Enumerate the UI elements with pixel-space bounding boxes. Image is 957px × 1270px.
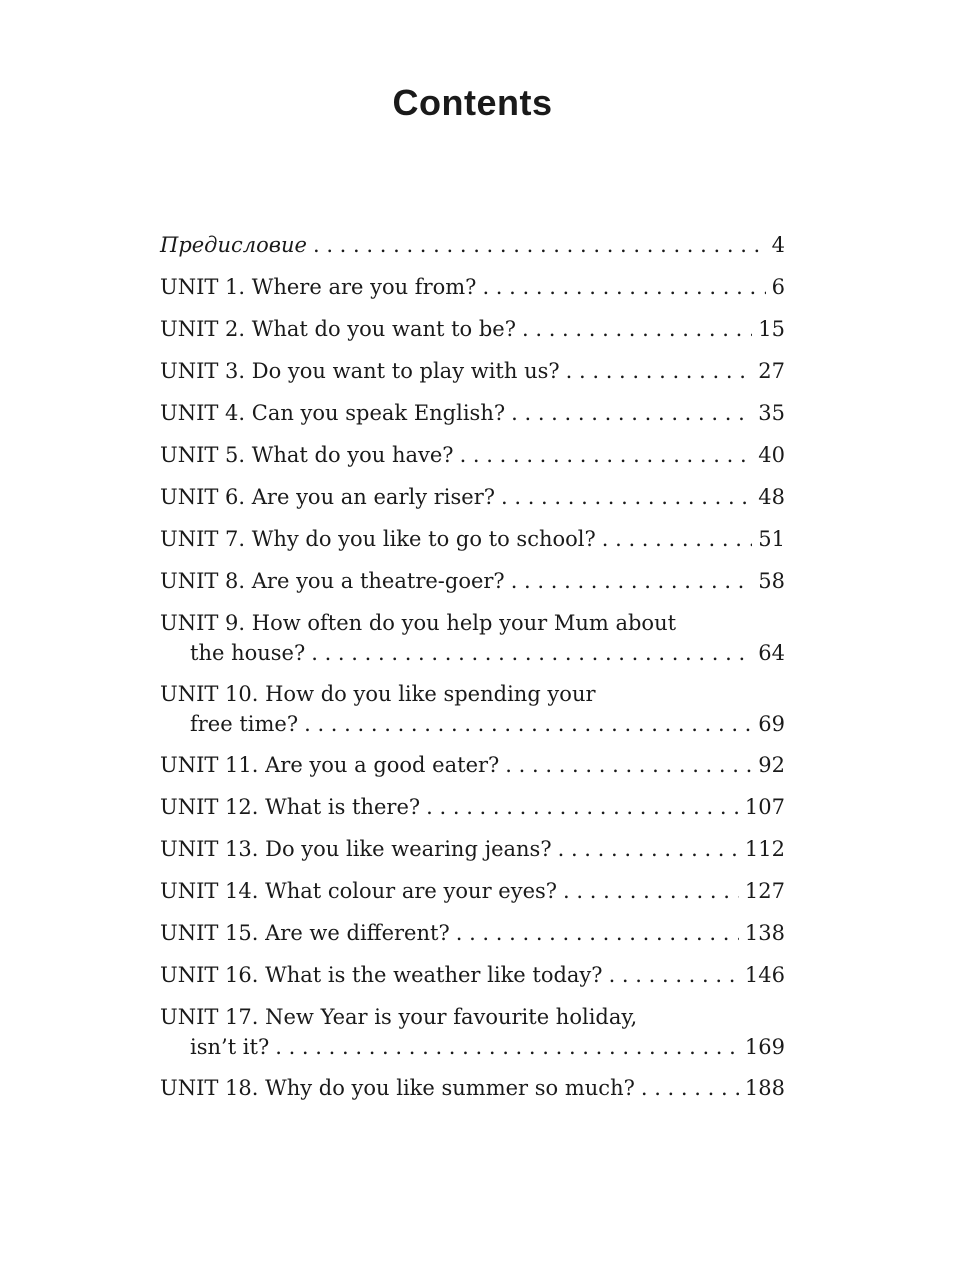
- dot-leader: [311, 638, 752, 668]
- toc-entry-line: [160, 960, 785, 990]
- toc-page-number: 15: [758, 317, 785, 341]
- toc-entry-title: UNIT 12. What is there?: [160, 795, 421, 819]
- toc-entry: [160, 356, 785, 386]
- dot-leader: [482, 272, 765, 302]
- toc-entry-title: the house?: [190, 641, 306, 665]
- table-of-contents: [160, 230, 785, 1115]
- toc-page-number: 107: [744, 795, 785, 819]
- toc-entry: [160, 524, 785, 554]
- toc-page-number: 27: [758, 359, 785, 383]
- toc-entry: [160, 440, 785, 470]
- toc-entry: [160, 482, 785, 512]
- dot-leader: [275, 1032, 739, 1062]
- toc-entry-title: isn’t it?: [190, 1035, 270, 1059]
- toc-page-number: 127: [744, 879, 785, 903]
- toc-entry: [160, 608, 785, 668]
- toc-entry: [160, 398, 785, 428]
- toc-entry-title: UNIT 18. Why do you like summer so much?: [160, 1076, 635, 1100]
- dot-leader: [505, 750, 752, 780]
- toc-page-number: 40: [758, 443, 785, 467]
- dot-leader: [456, 918, 739, 948]
- toc-entry-title: UNIT 4. Can you speak English?: [160, 401, 506, 425]
- toc-page-number: 138: [744, 921, 785, 945]
- page-title: Contents: [392, 82, 553, 123]
- toc-entry-line: [160, 876, 785, 906]
- dot-leader: [522, 314, 752, 344]
- toc-page-number: 58: [758, 569, 785, 593]
- toc-entry-title: UNIT 15. Are we different?: [160, 921, 450, 945]
- toc-entry-title: UNIT 11. Are you a good eater?: [160, 753, 500, 777]
- toc-entry-title: UNIT 8. Are you a theatre-goer?: [160, 569, 505, 593]
- toc-page-number: 188: [744, 1076, 785, 1100]
- toc-entry: [160, 314, 785, 344]
- toc-entry-line: [160, 918, 785, 948]
- toc-entry-title: UNIT 2. What do you want to be?: [160, 317, 516, 341]
- toc-page-number: 6: [771, 275, 785, 299]
- toc-page-number: 48: [758, 485, 785, 509]
- toc-page-number: 169: [744, 1035, 785, 1059]
- toc-entry: [160, 918, 785, 948]
- dot-leader: [501, 482, 752, 512]
- toc-entry-line: [160, 1073, 785, 1103]
- toc-entry-line: [160, 356, 785, 386]
- toc-entry-title: UNIT 7. Why do you like to go to school?: [160, 527, 596, 551]
- toc-entry-title: UNIT 9. How often do you help your Mum about: [160, 611, 677, 635]
- toc-entry-continuation-line: [160, 709, 785, 739]
- toc-entry: [160, 1073, 785, 1103]
- toc-entry-title: UNIT 5. What do you have?: [160, 443, 454, 467]
- toc-entry: [160, 1002, 785, 1062]
- toc-entry-line: [160, 272, 785, 302]
- toc-entry-title: UNIT 17. New Year is your favourite holiday,: [160, 1005, 638, 1029]
- toc-entry: [160, 230, 785, 260]
- toc-page-number: 69: [758, 712, 785, 736]
- toc-page-number: 146: [744, 963, 785, 987]
- dot-leader: [558, 834, 739, 864]
- toc-entry: [160, 792, 785, 822]
- toc-entry-line: [160, 679, 785, 709]
- toc-entry-line: [160, 834, 785, 864]
- toc-entry: [160, 679, 785, 739]
- toc-entry: [160, 566, 785, 596]
- toc-entry-line: [160, 792, 785, 822]
- dot-leader: [609, 960, 739, 990]
- toc-entry: [160, 876, 785, 906]
- dot-leader: [602, 524, 753, 554]
- toc-entry-line: [160, 230, 785, 260]
- toc-entry-line: [160, 398, 785, 428]
- toc-entry-line: [160, 566, 785, 596]
- dot-leader: [563, 876, 739, 906]
- toc-entry-title: UNIT 6. Are you an early riser?: [160, 485, 495, 509]
- toc-entry-title: UNIT 3. Do you want to play with us?: [160, 359, 560, 383]
- toc-entry-title: UNIT 10. How do you like spending your: [160, 682, 596, 706]
- toc-page-number: 35: [758, 401, 785, 425]
- toc-entry-continuation-line: [160, 1032, 785, 1062]
- toc-page-number: 92: [758, 753, 785, 777]
- toc-page-number: 64: [758, 641, 785, 665]
- toc-entry-line: [160, 1002, 785, 1032]
- toc-entry: [160, 960, 785, 990]
- toc-entry-title: Предисловие: [160, 233, 307, 257]
- toc-entry-title: UNIT 13. Do you like wearing jeans?: [160, 837, 552, 861]
- toc-entry-title: UNIT 14. What colour are your eyes?: [160, 879, 558, 903]
- toc-entry-line: [160, 440, 785, 470]
- toc-entry-line: [160, 524, 785, 554]
- toc-entry-title: UNIT 1. Where are you from?: [160, 275, 477, 299]
- toc-page-number: 51: [758, 527, 785, 551]
- dot-leader: [313, 230, 766, 260]
- toc-entry-line: [160, 750, 785, 780]
- dot-leader: [511, 398, 752, 428]
- toc-page-number: 4: [771, 233, 785, 257]
- toc-entry: [160, 750, 785, 780]
- toc-entry: [160, 834, 785, 864]
- toc-entry-line: [160, 482, 785, 512]
- toc-entry-line: [160, 314, 785, 344]
- toc-entry: [160, 272, 785, 302]
- dot-leader: [304, 709, 752, 739]
- dot-leader: [426, 792, 739, 822]
- toc-entry-title: free time?: [190, 712, 299, 736]
- dot-leader: [460, 440, 753, 470]
- dot-leader: [641, 1073, 739, 1103]
- toc-page-number: 112: [744, 837, 785, 861]
- dot-leader: [511, 566, 753, 596]
- toc-entry-title: UNIT 16. What is the weather like today?: [160, 963, 603, 987]
- toc-entry-line: [160, 608, 785, 638]
- dot-leader: [566, 356, 753, 386]
- toc-entry-continuation-line: [160, 638, 785, 668]
